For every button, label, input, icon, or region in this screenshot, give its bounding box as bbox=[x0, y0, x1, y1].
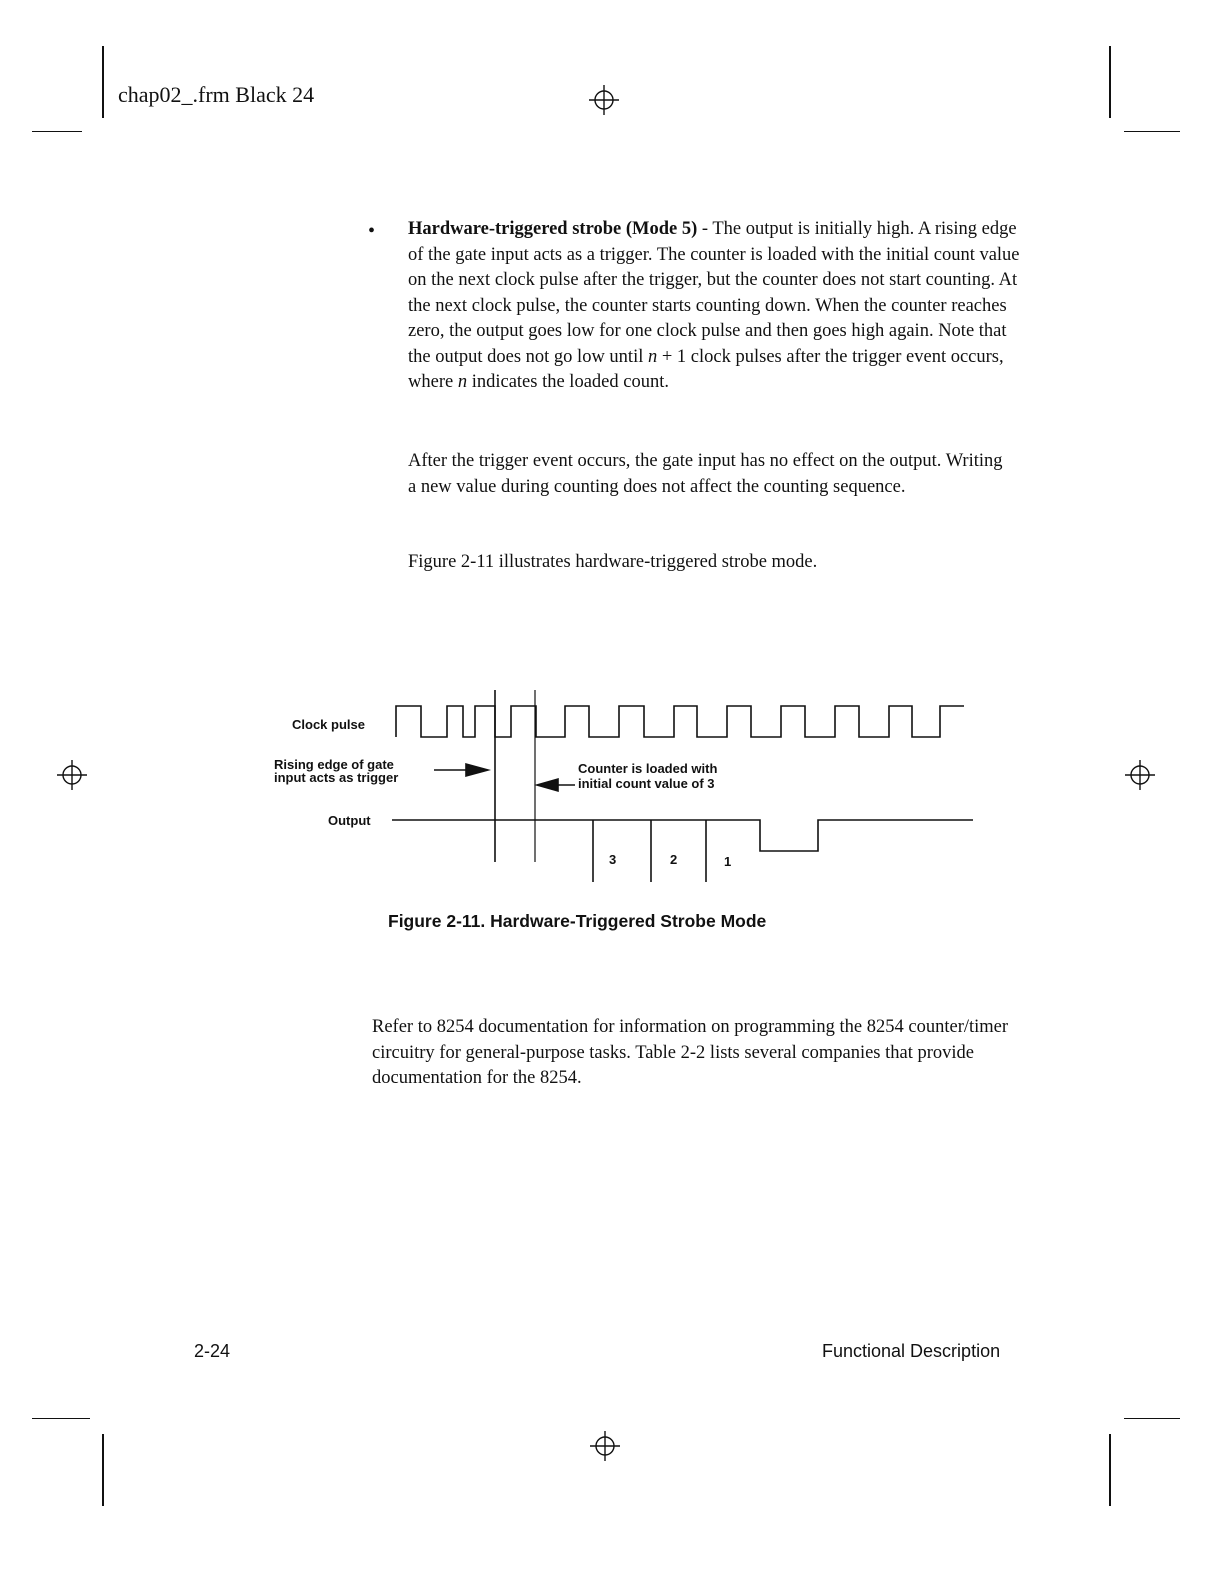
section-title: Functional Description bbox=[822, 1341, 1001, 1361]
crop-mark-bottom-right-vertical bbox=[1109, 1434, 1111, 1506]
crop-mark-bottom-right-horizontal bbox=[1124, 1418, 1180, 1419]
mode-5-paragraph bbox=[408, 217, 1028, 396]
output-waveform bbox=[392, 820, 973, 851]
crop-mark-bottom-left-vertical bbox=[102, 1434, 104, 1506]
registration-mark-right-icon bbox=[1122, 757, 1158, 793]
crop-mark-top-right-vertical bbox=[1109, 46, 1111, 118]
bullet-marker: • bbox=[368, 220, 376, 242]
trigger-arrow-icon bbox=[466, 764, 488, 776]
trigger-label-line1: Rising edge of gate bbox=[274, 757, 394, 772]
registration-mark-bottom-icon bbox=[587, 1428, 623, 1464]
mode-5-description-cont: + 1 clock pulses after the trigger event occurs, where bbox=[408, 346, 1004, 392]
variable-n: n bbox=[457, 372, 468, 392]
clock-waveform bbox=[396, 706, 964, 737]
mode-5-description: - The output is initially high. A rising edge of the gate input acts as a trigger. The counter is loaded with the initial count value on the next clock pulse after the trigger, but the counter does not start counting. At the next clock pulse, the counter starts counting down. When the counter reaches zero, the output goes low for one clock pulse and then goes high again. Note that the output does not go low until bbox=[408, 219, 1020, 367]
crop-mark-bottom-left-horizontal bbox=[32, 1418, 90, 1419]
mode-5-description-end: indicates the loaded count. bbox=[467, 372, 669, 392]
counter-label-line2: initial count value of 3 bbox=[578, 776, 715, 791]
registration-mark-top-icon bbox=[586, 82, 622, 118]
count-value-2: 2 bbox=[670, 852, 678, 867]
header-file-info: chap02_.frm Black 24 bbox=[118, 82, 315, 107]
trigger-label-line2: input acts as trigger bbox=[274, 770, 399, 785]
counter-arrow-icon bbox=[537, 779, 558, 791]
crop-mark-top-left-vertical bbox=[102, 46, 104, 118]
count-value-1: 1 bbox=[724, 854, 732, 869]
page-number: 2-24 bbox=[194, 1341, 231, 1361]
variable-n: n bbox=[647, 346, 658, 367]
clock-pulse-label: Clock pulse bbox=[292, 717, 365, 732]
figure-reference-paragraph: Figure 2-11 illustrates hardware-triggered strobe mode. bbox=[408, 552, 818, 572]
output-label: Output bbox=[328, 813, 371, 828]
crop-mark-top-right-horizontal bbox=[1124, 131, 1180, 132]
counter-label-line1: Counter is loaded with bbox=[578, 761, 718, 776]
count-value-3: 3 bbox=[609, 852, 617, 867]
crop-mark-top-left-horizontal bbox=[32, 131, 82, 132]
figure-caption: Figure 2-11. Hardware-Triggered Strobe Mode bbox=[388, 911, 767, 931]
mode-5-title: Hardware-triggered strobe (Mode 5) bbox=[408, 219, 698, 239]
registration-mark-left-icon bbox=[54, 757, 90, 793]
after-trigger-paragraph: After the trigger event occurs, the gate input has no effect on the output. Writing a new value during counting does not affect the counting sequence. bbox=[408, 451, 1003, 497]
closing-paragraph: Refer to 8254 documentation for information on programming the 8254 counter/timer circuitry for general-purpose tasks. Table 2-2 lists several companies that provide documentation for the 8254. bbox=[372, 1017, 1009, 1088]
